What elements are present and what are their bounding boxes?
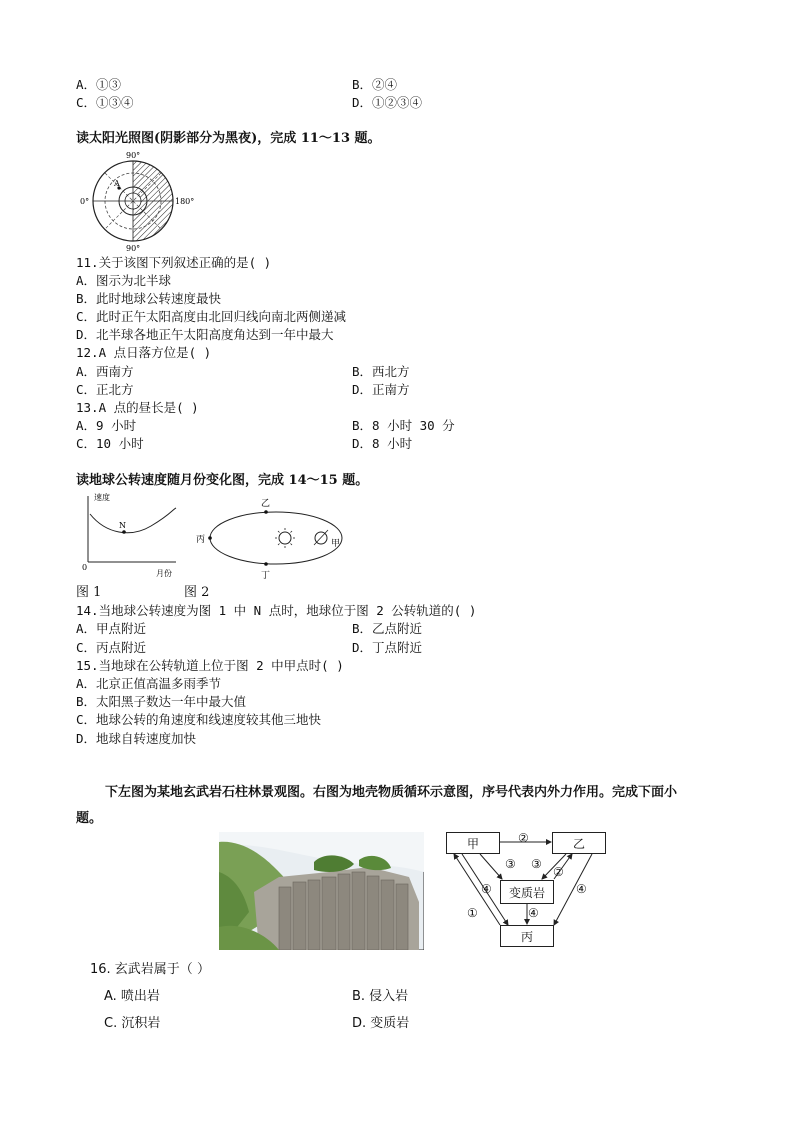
box-metamorphic: 变质岩 [500,880,554,904]
q11-option-c: C．此时正午太阳高度由北回归线向南北两侧递减 [76,309,347,324]
q14-stem: 14.当地球公转速度为图 1 中 N 点时，地球位于图 2 公转轨道的( ) [76,603,477,618]
section-intro-orbit: 读地球公转速度随月份变化图，完成 14～15 题。 [76,473,369,488]
q14-option-b: B．乙点附近 [352,621,423,636]
fig-label-left: 0° [80,197,90,206]
q16-option-a: A. 喷出岩 [104,989,160,1004]
q13-stem: 13.A 点的昼长是( ) [76,400,199,415]
label-n-center: ④ [528,906,539,920]
box-jia: 甲 [446,832,500,854]
q10-option-a: A．①③ [76,77,122,92]
q10-option-c: C．①③④ [76,95,134,110]
section-intro-basalt-line2: 题。 [76,811,103,826]
q13-option-a: A．9 小时 [76,418,137,433]
q14-option-a: A．甲点附近 [76,621,147,636]
label-n-left-outer: ④ [481,882,492,896]
q15-option-b: B．太阳黑子数达一年中最大值 [76,694,247,709]
label-n-mid-left: ③ [505,857,516,871]
fig1-ylabel: 速度 [94,493,110,502]
fig2-label-ding: 丁 [261,571,271,581]
q11-option-d: D．北半球各地正午太阳高度角达到一年中最大 [76,327,334,342]
box-yi: 乙 [552,832,606,854]
section-intro-sunlight: 读太阳光照图(阴影部分为黑夜)，完成 11～13 题。 [76,131,381,146]
q16-stem: 16. 玄武岩属于（ ） [90,962,210,977]
q14-option-d: D．丁点附近 [352,640,423,655]
label-n-right-outer: ④ [576,882,587,896]
q13-option-b: B．8 小时 30 分 [352,418,455,433]
orbit-figure [190,492,360,584]
q10-option-d: D．①②③④ [352,95,423,110]
label-n-left-inner: ① [467,906,478,920]
fig1-origin: 0 [82,563,88,572]
fig1-xlabel: 月份 [156,569,172,578]
basalt-column-photo [219,832,424,950]
label-n-right-small: ② [553,865,564,879]
box-bing: 丙 [500,925,554,947]
q16-option-c: C. 沉积岩 [104,1016,161,1031]
q15-option-c: C．地球公转的角速度和线速度较其他三地快 [76,712,322,727]
q15-stem: 15.当地球在公转轨道上位于图 2 中甲点时( ) [76,658,344,673]
fig2-caption: 图 2 [184,585,210,600]
fig2-label-jia: 甲 [331,539,341,549]
q15-option-a: A．北京正值高温多雨季节 [76,676,222,691]
section-intro-basalt: 下左图为某地玄武岩石柱林景观图。右图为地壳物质循环示意图，序号代表内外力作用。完成下面小 [105,785,678,800]
sunlight-diagram [76,148,206,254]
q12-stem: 12.A 点日落方位是( ) [76,345,212,360]
q12-option-a: A．西南方 [76,364,134,379]
label-n-mid-right: ③ [531,857,542,871]
q11-stem: 11.关于该图下列叙述正确的是( ) [76,255,272,270]
q12-option-d: D．正南方 [352,382,410,397]
q11-option-a: A．图示为北半球 [76,273,172,288]
q10-option-b: B．②④ [352,77,398,92]
fig1-point-n: N [119,521,126,530]
q15-option-d: D．地球自转速度加快 [76,731,197,746]
fig-label-right: 180° [175,197,195,206]
fig-label-bottom: 90° [126,244,141,253]
q12-option-b: B．西北方 [352,364,410,379]
speed-curve-figure [76,490,186,582]
q14-option-c: C．丙点附近 [76,640,147,655]
q16-option-d: D. 变质岩 [352,1016,410,1031]
fig2-label-yi: 乙 [261,499,271,509]
label-n-top: ② [518,831,529,845]
q11-option-b: B．此时地球公转速度最快 [76,291,222,306]
q13-option-d: D．8 小时 [352,436,413,451]
q12-option-c: C．正北方 [76,382,134,397]
fig1-caption: 图 1 [76,585,102,600]
fig2-label-bing: 丙 [196,535,206,545]
q13-option-c: C．10 小时 [76,436,144,451]
fig-label-top: 90° [126,151,141,160]
fig-point-a: A [114,179,120,188]
q16-option-b: B. 侵入岩 [352,989,409,1004]
